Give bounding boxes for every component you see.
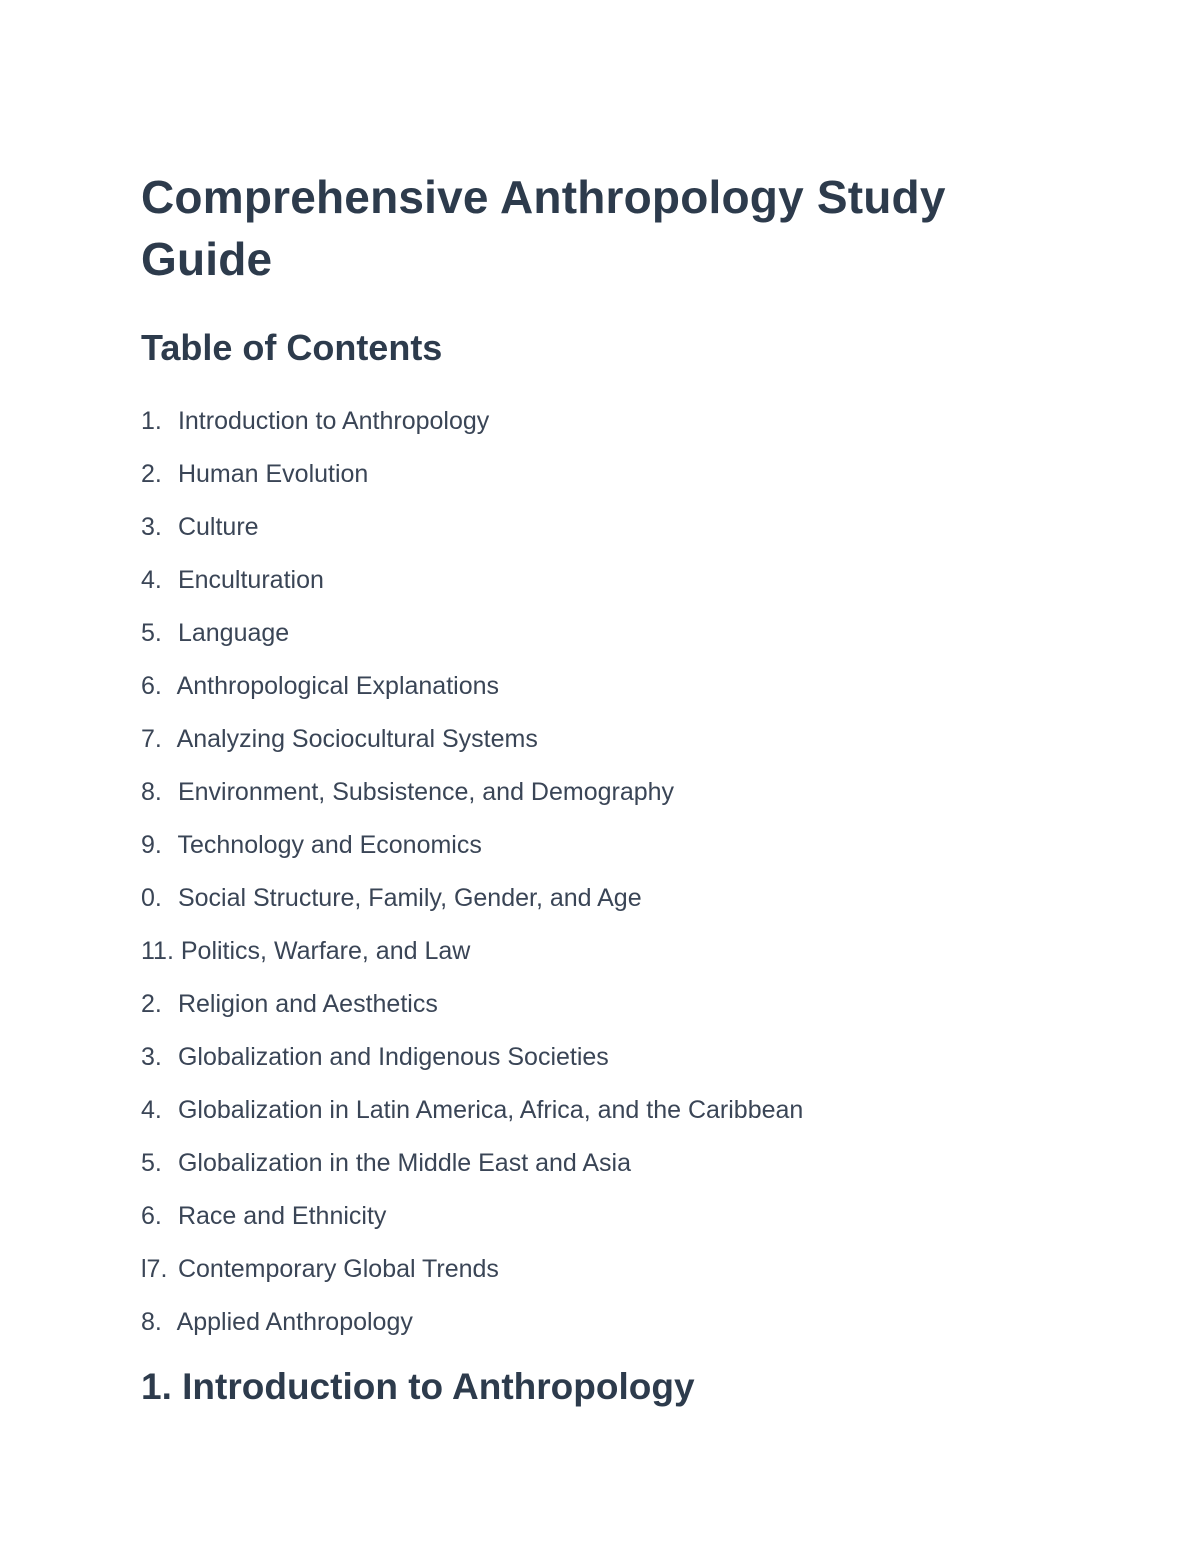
toc-item-label: Globalization and Indigenous Societies bbox=[177, 1043, 609, 1071]
toc-item-number: 4. bbox=[141, 1096, 162, 1124]
toc-item-number: 6. bbox=[141, 1202, 162, 1230]
toc-item-label: Enculturation bbox=[177, 566, 324, 594]
document-title: Comprehensive Anthropology Study Guide bbox=[141, 171, 946, 285]
toc-item-number: l7. bbox=[141, 1255, 168, 1283]
toc-item-number: 4. bbox=[141, 566, 162, 594]
toc-item-label: Applied Anthropology bbox=[176, 1308, 413, 1336]
toc-item bbox=[141, 554, 1041, 607]
toc-item bbox=[141, 607, 1041, 660]
toc-item-number: 1. bbox=[141, 407, 162, 435]
toc-item-label: Contemporary Global Trends bbox=[177, 1255, 499, 1283]
toc-item-label: Analyzing Sociocultural Systems bbox=[176, 725, 538, 753]
toc-item bbox=[141, 713, 1041, 766]
toc-item-number: 8. bbox=[141, 1308, 162, 1336]
section-heading: 1. Introduction to Anthropology bbox=[141, 1366, 695, 1407]
toc-item bbox=[141, 660, 1041, 713]
toc-item-label: Globalization in the Middle East and Asia bbox=[177, 1149, 632, 1177]
toc-item bbox=[141, 1190, 1041, 1243]
toc-item-label: Introduction to Anthropology bbox=[177, 407, 490, 435]
toc-item-label: Anthropological Explanations bbox=[176, 672, 500, 700]
toc-item-label: Technology and Economics bbox=[177, 831, 482, 859]
toc-item-label: Globalization in Latin America, Africa, and the Caribbean bbox=[177, 1096, 804, 1124]
toc-item-number: 2. bbox=[141, 990, 162, 1018]
table-of-contents bbox=[141, 395, 1041, 1349]
toc-item bbox=[141, 872, 1041, 925]
toc-item-label: Environment, Subsistence, and Demography bbox=[177, 778, 675, 806]
toc-heading: Table of Contents bbox=[141, 327, 443, 368]
toc-item-number: 3. bbox=[141, 513, 162, 541]
toc-item-number: 6. bbox=[141, 672, 162, 700]
toc-item-label: Language bbox=[177, 619, 290, 647]
toc-item-number: 0. bbox=[141, 884, 162, 912]
toc-item bbox=[141, 448, 1041, 501]
toc-item-label: Politics, Warfare, and Law bbox=[180, 937, 471, 965]
toc-item bbox=[141, 1296, 1041, 1349]
document-content bbox=[141, 166, 1041, 1413]
toc-item-label: Religion and Aesthetics bbox=[177, 990, 438, 1018]
toc-item-number: 3. bbox=[141, 1043, 162, 1071]
toc-item-label: Social Structure, Family, Gender, and Age bbox=[177, 884, 642, 912]
toc-item bbox=[141, 766, 1041, 819]
toc-item bbox=[141, 501, 1041, 554]
toc-item-number: 2. bbox=[141, 460, 162, 488]
toc-item-number: 11. bbox=[141, 937, 174, 965]
toc-item bbox=[141, 395, 1041, 448]
toc-item bbox=[141, 925, 1041, 978]
toc-item-label: Race and Ethnicity bbox=[177, 1202, 387, 1230]
toc-item-number: 9. bbox=[141, 831, 162, 859]
toc-item-number: 8. bbox=[141, 778, 162, 806]
toc-item-number: 5. bbox=[141, 619, 162, 647]
toc-item bbox=[141, 1084, 1041, 1137]
toc-item-number: 5. bbox=[141, 1149, 162, 1177]
toc-item-number: 7. bbox=[141, 725, 162, 753]
toc-item-label: Culture bbox=[177, 513, 259, 541]
toc-item bbox=[141, 1031, 1041, 1084]
toc-item bbox=[141, 978, 1041, 1031]
toc-item bbox=[141, 1137, 1041, 1190]
toc-item-label: Human Evolution bbox=[177, 460, 369, 488]
toc-item bbox=[141, 819, 1041, 872]
toc-item bbox=[141, 1243, 1041, 1296]
